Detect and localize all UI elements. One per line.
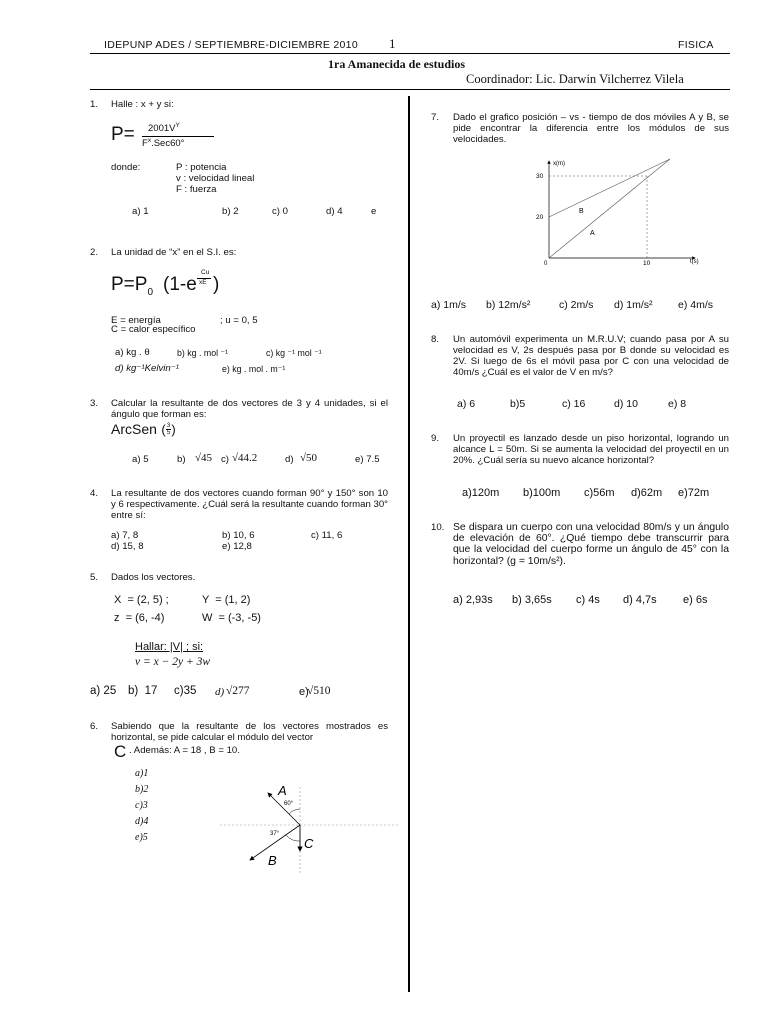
q2-def-2: C = calor específico — [111, 324, 196, 335]
q5-vector-y: Y = (1, 2) — [202, 594, 251, 606]
q3-formula: ArcSen $(\frac{3}{5})$ — [111, 421, 176, 437]
q3-option-b-value[interactable]: √45 — [195, 452, 213, 464]
title-rule — [90, 89, 730, 90]
q3-text: Calcular la resultante de dos vectores de 3 y 4 unidades, si el ángulo que forman es: — [111, 398, 388, 420]
q6-tail: . Además: A = 18 , B = 10. — [129, 745, 240, 756]
q1-formula-num-sup: Y — [175, 122, 180, 129]
q1-option-b[interactable]: b) 2 — [222, 206, 239, 217]
q7-tick-10: 10 — [643, 260, 651, 267]
q1-number: 1. — [90, 99, 99, 110]
coordinator: Coordinador: Lic. Darwin Vilcherrez Vilela — [466, 72, 684, 86]
q3-option-c-label[interactable]: c) — [221, 454, 229, 465]
q3-frac-den: 5 — [166, 429, 171, 437]
q4-option-c[interactable]: c) 11, 6 — [311, 530, 343, 541]
q7-xlabel: t(s) — [690, 259, 699, 265]
q6-option-e[interactable]: e)5 — [135, 832, 148, 843]
q5-option-c[interactable]: c)35 — [174, 685, 197, 697]
q6-vector-c-symbol: C — [114, 742, 127, 761]
q5-option-e-value[interactable]: √510 — [307, 685, 331, 697]
q6-option-a[interactable]: a)1 — [135, 768, 149, 779]
q8-option-e[interactable]: e) 8 — [668, 398, 687, 410]
q2-option-d[interactable]: d) kg⁻¹Kelvin⁻¹ — [115, 363, 179, 374]
q9-number: 9. — [431, 433, 440, 444]
q6-text: Sabiendo que la resultante de los vectores mostrados es horizontal, se pide calcular el módulo del vector — [111, 721, 388, 743]
q2-def-0: E = energía — [111, 315, 161, 326]
q7-ylabel: x(m) — [553, 161, 565, 167]
q4-option-b[interactable]: b) 10, 6 — [222, 530, 255, 541]
q5-vector-w: W = (-3, -5) — [202, 612, 261, 624]
q10-option-e[interactable]: e) 6s — [683, 594, 708, 606]
q8-text: Un automóvil experimenta un M.R.U.V; cuando pasa por A su velocidad es V, 2s después pasa por B donde su velocidad es 2V. Si luego de 6s el móvil pasa por C con una velocidad de 40m/s ¿Cuál es el valor de V en m/s? — [453, 334, 729, 378]
q2-formula-open: (1-e — [163, 274, 197, 295]
q1-def-1: v : velocidad lineal — [176, 173, 255, 184]
q3-option-b-label[interactable]: b) — [177, 454, 186, 465]
q7-origin: 0 — [544, 261, 548, 267]
q9-option-a[interactable]: a)120m — [462, 487, 500, 499]
q2-formula-close: ) — [213, 274, 220, 295]
q4-option-a[interactable]: a) 7, 8 — [111, 530, 139, 541]
q10-text: Se dispara un cuerpo con una velocidad 80m/s y un ángulo de elevación de 60°. ¿Qué tiempo debe transcurrir para que la velocidad del cuerpo forme un ángulo de 45° con la horizontal? (g = 10m/s²). — [453, 522, 729, 567]
q1-option-a[interactable]: a) 1 — [132, 206, 149, 217]
q9-text: Un proyectil es lanzado desde un piso horizontal, logrando un alcance L = 50m. Si se aumenta la velocidad del proyectil en un 20%. ¿Cuál sería su nuevo alcance horizontal? — [453, 433, 729, 466]
q6-option-b[interactable]: b)2 — [135, 784, 149, 795]
q1-formula-num: 2001V — [148, 123, 176, 135]
q5-option-e-label[interactable]: e) — [299, 686, 309, 698]
q2-exp-den: xE — [199, 279, 207, 286]
header-rule — [90, 53, 730, 54]
q1-formula-lhs: P= — [111, 124, 135, 145]
q4-option-d[interactable]: d) 15, 8 — [111, 541, 144, 552]
q1-formula — [111, 119, 261, 153]
header-right: FISICA — [678, 39, 714, 51]
q5-option-b[interactable]: b) 17 — [128, 685, 158, 697]
q3-option-d-label[interactable]: d) — [285, 454, 294, 465]
q6-label-37: 37° — [270, 831, 280, 837]
q8-option-c[interactable]: c) 16 — [562, 398, 586, 410]
q8-number: 8. — [431, 334, 440, 345]
q2-exp-num: Cu — [201, 269, 210, 276]
q1-formula-den-tail: .Sec60° — [151, 138, 185, 150]
q2-def-1: ; u = 0, 5 — [220, 315, 258, 326]
q9-option-e[interactable]: e)72m — [678, 487, 710, 499]
q2-formula — [111, 268, 241, 304]
q6-angle-37-arc — [286, 835, 300, 841]
q1-option-e[interactable]: e — [371, 206, 377, 217]
q6-option-c[interactable]: c)3 — [135, 800, 148, 811]
q6-label-a: A — [278, 783, 287, 798]
q5-equation: v = x − 2y + 3w — [135, 656, 211, 668]
column-divider — [408, 96, 410, 992]
q6-label-c: C — [304, 836, 314, 851]
q7-option-d[interactable]: d) 1m/s² — [614, 299, 653, 311]
q2-option-a[interactable]: a) kg . θ — [115, 347, 150, 358]
q8-option-a[interactable]: a) 6 — [457, 398, 476, 410]
q9-option-d[interactable]: d)62m — [631, 487, 663, 499]
q2-option-b[interactable]: b) kg . mol ⁻¹ — [177, 348, 229, 358]
q6-label-b: B — [268, 853, 277, 868]
q5-number: 5. — [90, 572, 99, 583]
q6-number: 6. — [90, 721, 99, 732]
q4-option-e[interactable]: e) 12,8 — [222, 541, 252, 552]
q7-text: Dado el grafico posición – vs - tiempo de dos móviles A y B, se pide encontrar la diferencia entre los módulos de sus velocidades. — [453, 112, 729, 145]
q5-vector-x: X = (2, 5) ; — [114, 594, 169, 606]
q7-option-b[interactable]: b) 12m/s² — [486, 299, 531, 311]
q5-option-d-label[interactable]: d) — [215, 686, 225, 698]
q9-option-c[interactable]: c)56m — [584, 487, 615, 499]
q6-vector-diagram — [220, 775, 400, 875]
q1-donde: donde: — [111, 162, 141, 173]
q7-tick-20: 20 — [536, 214, 544, 221]
q4-text: La resultante de dos vectores cuando forman 90° y 150° son 10 y 6 respectivamente. ¿Cuál será la resultante cuando forman 30° entre sí: — [111, 488, 388, 521]
q7-tick-30: 30 — [536, 173, 544, 180]
q10-option-c[interactable]: c) 4s — [576, 594, 600, 606]
q1-text: Halle : x + y si: — [111, 99, 174, 110]
q7-label-a: A — [590, 230, 595, 237]
q2-number: 2. — [90, 247, 99, 258]
q9-option-b[interactable]: b)100m — [523, 487, 561, 499]
q5-option-a[interactable]: a) 25 — [90, 685, 117, 697]
q10-option-a[interactable]: a) 2,93s — [453, 594, 493, 606]
q1-def-0: P : potencia — [176, 162, 227, 173]
q3-option-a[interactable]: a) 5 — [132, 454, 149, 465]
header-left: IDEPUNP ADES / SEPTIEMBRE-DICIEMBRE 2010 — [104, 39, 358, 51]
q5-text: Dados los vectores. — [111, 572, 196, 583]
q2-option-e[interactable]: e) kg . mol . m⁻¹ — [222, 364, 286, 374]
q7-label-b: B — [579, 208, 584, 215]
q4-number: 4. — [90, 488, 99, 499]
q10-number: 10. — [431, 522, 445, 533]
q1-formula-den-sup: x — [147, 137, 152, 144]
q2-formula-lhs: P=P — [111, 274, 148, 295]
q7-option-e[interactable]: e) 4m/s — [678, 299, 714, 311]
q3-number: 3. — [90, 398, 99, 409]
q2-option-c[interactable]: c) kg ⁻¹ mol ⁻¹ — [266, 348, 322, 358]
q3-option-d-value[interactable]: √50 — [300, 452, 318, 464]
q1-formula-den: F — [142, 138, 148, 150]
q7-option-a[interactable]: a) 1m/s — [431, 299, 467, 311]
q3-option-e[interactable]: e) 7.5 — [355, 454, 380, 465]
page-number: 1 — [389, 36, 396, 51]
q8-option-b[interactable]: b)5 — [510, 398, 526, 410]
q1-option-d[interactable]: d) 4 — [326, 206, 343, 217]
q7-position-time-graph — [530, 155, 715, 270]
q10-option-d[interactable]: d) 4,7s — [623, 594, 657, 606]
q10-option-b[interactable]: b) 3,65s — [512, 594, 552, 606]
q5-option-d-value[interactable]: √277 — [226, 685, 250, 697]
q3-frac-num: 3 — [166, 422, 171, 430]
q5-vector-z: z = (6, -4) — [114, 612, 165, 624]
q6-option-d[interactable]: d)4 — [135, 816, 149, 827]
q7-option-c[interactable]: c) 2m/s — [559, 299, 594, 311]
q8-option-d[interactable]: d) 10 — [614, 398, 638, 410]
q2-text: La unidad de “x” en el S.I. es: — [111, 247, 237, 258]
q2-formula-sub: 0 — [147, 286, 154, 298]
q1-option-c[interactable]: c) 0 — [272, 206, 288, 217]
q3-formula-text: ArcSen — [111, 421, 157, 437]
q6-label-60: 60° — [284, 801, 294, 807]
document-title: 1ra Amanecida de estudios — [328, 57, 466, 71]
q6-angle-60-arc — [289, 809, 300, 814]
q5-hallar: Hallar: |V| ; si: — [135, 641, 204, 653]
q7-number: 7. — [431, 112, 440, 123]
q1-def-2: F : fuerza — [176, 184, 217, 195]
q3-option-c-value[interactable]: √44.2 — [232, 452, 258, 464]
